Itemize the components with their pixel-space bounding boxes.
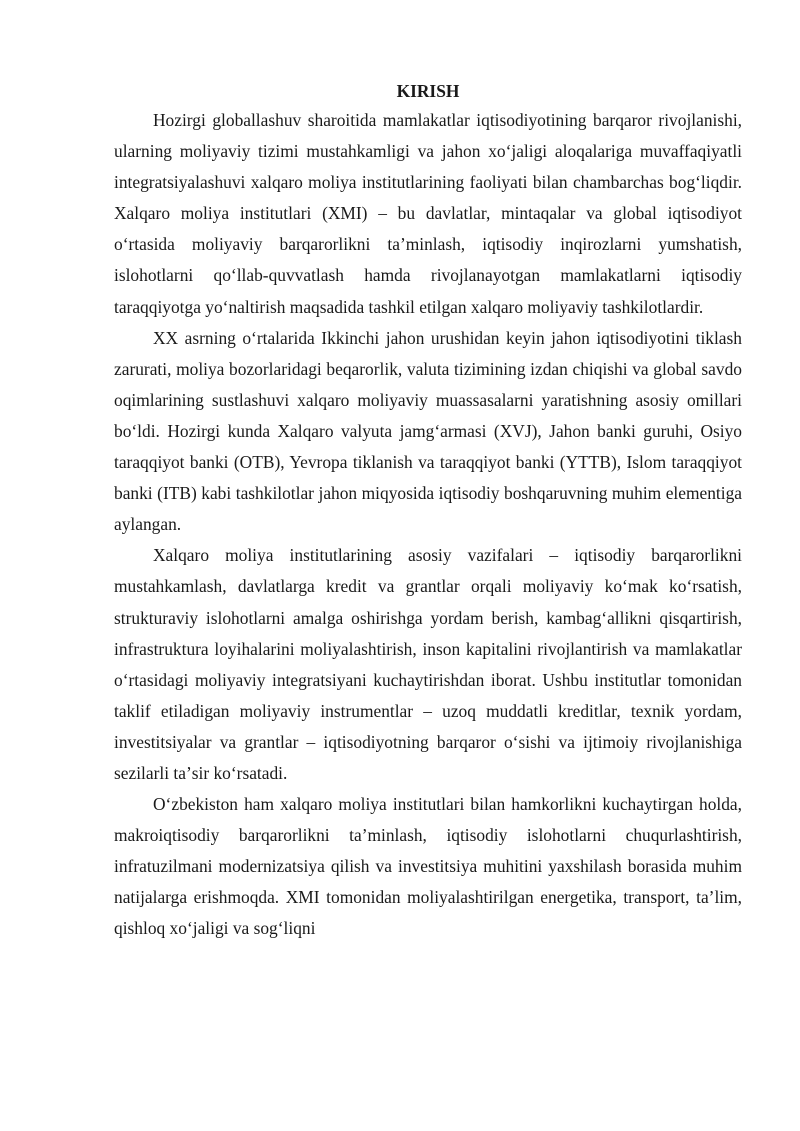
paragraph-functions: Xalqaro moliya institutlarining asosiy vazifalari – iqtisodiy barqarorlikni mustahkamlash, davlatlarga kredit va grantlar orqali moliyaviy koʻmak koʻrsatish, strukturaviy islohotlarni amalga oshirishga yordam berish, kambagʻallikni qisqartirish, infrastruktura loyihalarini moliyalashtirish, inson kapitalini rivojlantirish va mamlakatlar oʻrtasidagi moliyaviy integratsiyani kuchaytirishdan iborat. Ushbu institutlar tomonidan taklif etiladigan moliyaviy instrumentlar – uzoq muddatli kreditlar, texnik yordam, investitsiyalar va grantlar – iqtisodiyotning barqaror oʻsishi va ijtimoiy rivojlanishiga sezilarli taʼsir koʻrsatadi. <box>114 545 742 783</box>
paragraph-history: XX asrning oʻrtalarida Ikkinchi jahon urushidan keyin jahon iqtisodiyotini tiklash zarurati, moliya bozorlaridagi beqarorlik, valuta tizimining izdan chiqishi va global savdo oqimlarining sustlashuvi xalqaro moliyaviy muassasalarni yaratishning asosiy omillari boʻldi. Hozirgi kunda Xalqaro valyuta jamgʻarmasi (XVJ), Jahon banki guruhi, Osiyo taraqqiyot banki (OTB), Yevropa tiklanish va taraqqiyot banki (YTTB), Islom taraqqiyot banki (ITB) kabi tashkilotlar jahon miqyosida iqtisodiy boshqaruvning muhim elementiga aylangan. <box>114 327 742 535</box>
paragraph-intro: Hozirgi globallashuv sharoitida mamlakatlar iqtisodiyotining barqaror rivojlanishi, ularning moliyaviy tizimi mustahkamligi va jahon xoʻjaligi aloqalariga muvaffaqiyatli integratsiyalashuvi xalqaro moliya institutlarining faoliyati bilan chambarchas bogʻliqdir. Xalqaro moliya institutlari (XMI) – bu davlatlar, mintaqalar va global iqtisodiyot oʻrtasida moliyaviy barqarorlikni taʼminlash, iqtisodiy inqirozlarni yumshatish, islohotlarni qoʻllab-quvvatlash hamda rivojlanayotgan mamlakatlarni iqtisodiy taraqqiyotga yoʻnaltirish maqsadida tashkil etilgan xalqaro moliyaviy tashkilotlardir. <box>114 110 742 317</box>
paragraph-uzbekistan: Oʻzbekiston ham xalqaro moliya institutlari bilan hamkorlikni kuchaytirgan holda, makroiqtisodiy barqarorlikni taʼminlash, iqtisodiy islohotlarni chuqurlashtirish, infratuzilmani modernizatsiya qilish va investitsiya muhitini yaxshilash borasida muhim natijalarga erishmoqda. XMI tomonidan moliyalashtirilgan energetika, transport, taʼlim, qishloq xoʻjaligi va sogʻliqni <box>114 794 742 939</box>
document-page <box>114 77 742 945</box>
document-title: KIRISH <box>396 81 460 101</box>
